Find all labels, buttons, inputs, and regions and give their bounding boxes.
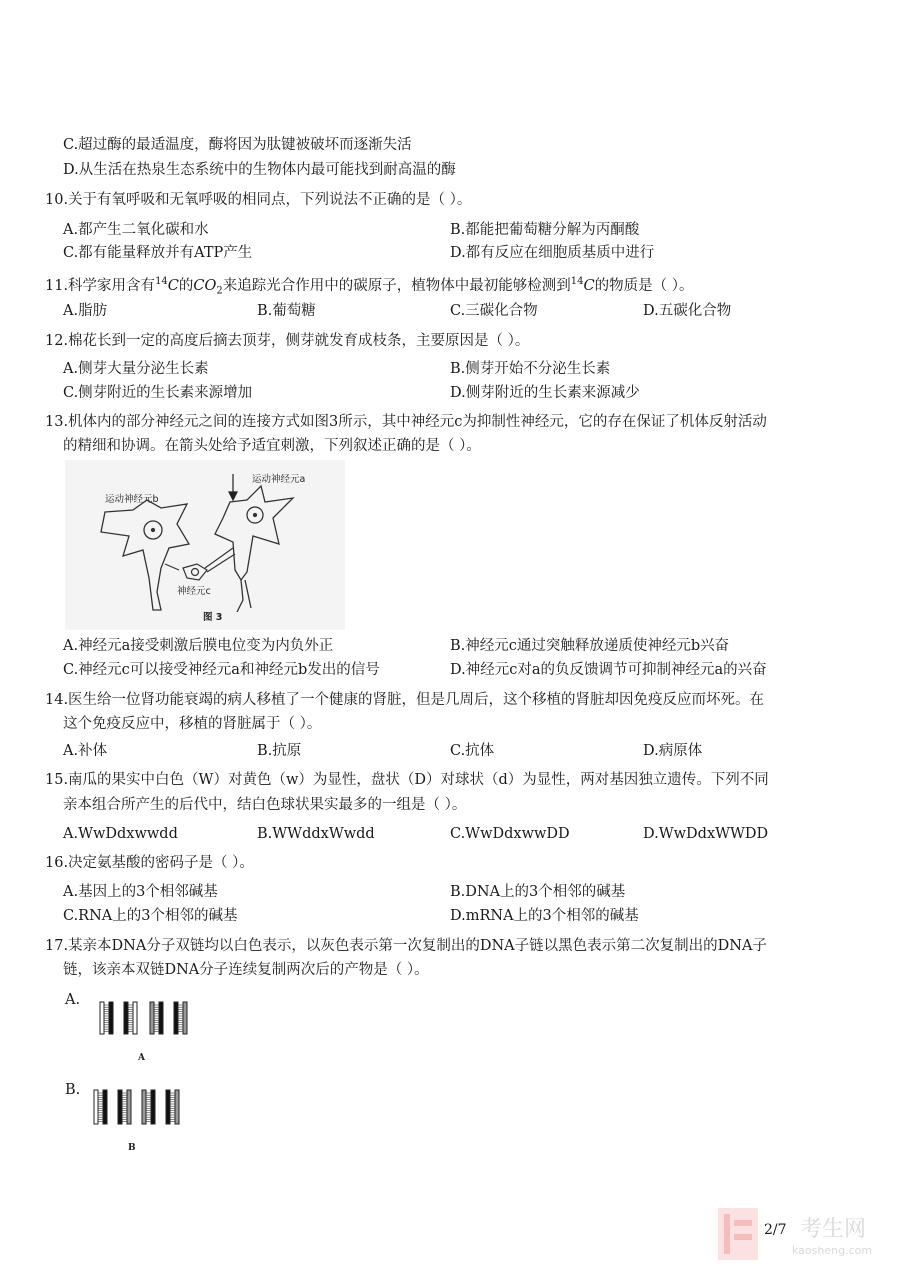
- q11-option-b: B.葡萄糖: [257, 303, 316, 319]
- q11-option-c: C.三碳化合物: [450, 303, 538, 319]
- page-number: 2/7: [764, 1222, 787, 1238]
- q13-option-b: B.神经元c通过突触释放递质使神经元b兴奋: [450, 638, 730, 654]
- dna-a-molecule-1: [100, 1002, 113, 1034]
- dna-b-molecule-2: [118, 1090, 131, 1124]
- fig-caption: 图 3: [203, 612, 223, 623]
- q17-stem-line2: 链，该亲本双链DNA分子连续复制两次后的产物是（ ）。: [63, 962, 429, 978]
- q15-option-b: B.WWddxWwdd: [257, 826, 375, 842]
- q17-option-a-label: A.: [65, 992, 81, 1008]
- q10-option-a: A.都产生二氧化碳和水: [63, 222, 209, 238]
- q10-stem: 10.关于有氧呼吸和无氧呼吸的相同点，下列说法不正确的是（ ）。: [45, 192, 472, 208]
- q13-option-a: A.神经元a接受刺激后膜电位变为内负外正: [63, 638, 334, 654]
- logo-mark-icon: [718, 1208, 758, 1260]
- q10-option-b: B.都能把葡萄糖分解为丙酮酸: [450, 222, 640, 238]
- q13-stem-line1: 13.机体内的部分神经元之间的连接方式如图3所示，其中神经元c为抑制性神经元，它的存在保证了机体反射活动: [45, 414, 767, 430]
- logo-url-text: kaosheng.com: [792, 1244, 873, 1257]
- dna-figure-b-molecules: [94, 1090, 179, 1124]
- logo-text: 考生网: [800, 1217, 867, 1242]
- q14-stem-line2: 这个免疫反应中，移植的肾脏属于（ ）。: [63, 716, 322, 732]
- q15-stem-line1: 15.南瓜的果实中白色（W）对黄色（w）为显性，盘状（D）对球状（d）为显性，两对基因独立遗传。下列不同: [45, 772, 769, 788]
- q12-option-c: C.侧芽附近的生长素来源增加: [63, 385, 253, 401]
- q15-option-a: A.WwDdxwwdd: [63, 826, 178, 842]
- q14-stem-line1: 14.医生给一位肾功能衰竭的病人移植了一个健康的肾脏，但是几周后，这个移植的肾脏却因免疫反应而坏死。在: [45, 692, 765, 708]
- q11-stem: 11.科学家用含有$^{14}$C的$CO_2$来追踪光合作用中的碳原子，植物体中最初能够检测到$^{14}$C的物质是（ ）。: [45, 276, 694, 297]
- q15-option-d: D.WwDdxWWDD: [643, 826, 769, 842]
- dna-figure-b: [88, 1084, 198, 1164]
- q16-option-b: B.DNA上的3个相邻的碱基: [450, 884, 626, 900]
- dna-figure-a-caption: A: [138, 1053, 145, 1063]
- kaosheng-logo: [718, 1206, 888, 1264]
- dna-figure-b-caption: B: [128, 1143, 136, 1153]
- q13-stem-line2: 的精细和协调。在箭头处给予适宜刺激，下列叙述正确的是（ ）。: [63, 438, 481, 454]
- dna-a-molecule-2: [124, 1002, 137, 1034]
- dna-a-molecule-4: [174, 1002, 187, 1034]
- q14-option-a: A.补体: [63, 743, 108, 759]
- q14-option-b: B.抗原: [257, 743, 302, 759]
- q10-option-c: C.都有能量释放并有ATP产生: [63, 245, 253, 261]
- q10-option-d: D.都有反应在细胞质基质中进行: [450, 245, 655, 261]
- dna-figure-a: [88, 998, 198, 1068]
- q16-stem: 16.决定氨基酸的密码子是（ ）。: [45, 855, 254, 871]
- q9-option-c: C.超过酶的最适温度，酶将因为肽键被破坏而逐渐失活: [63, 137, 412, 153]
- fig-label-a: 运动神经元a: [252, 474, 306, 485]
- q17-stem-line1: 17.某亲本DNA分子双链均以白色表示，以灰色表示第一次复制出的DNA子链以黑色表示第二次复制出的DNA子: [45, 938, 767, 954]
- q11-option-a: A.脂肪: [63, 303, 108, 319]
- dna-b-molecule-4: [166, 1090, 179, 1124]
- dna-figure-a-molecules: [100, 1002, 187, 1034]
- q15-option-c: C.WwDdxwwDD: [450, 826, 570, 842]
- q16-option-a: A.基因上的3个相邻碱基: [63, 884, 218, 900]
- neuron-diagram-background: [65, 460, 345, 630]
- dna-b-molecule-3: [142, 1090, 155, 1124]
- q11-option-d: D.五碳化合物: [643, 303, 732, 319]
- q15-stem-line2: 亲本组合所产生的后代中，结白色球状果实最多的一组是（ ）。: [63, 797, 467, 813]
- dna-a-molecule-3: [150, 1002, 163, 1034]
- q16-option-c: C.RNA上的3个相邻的碱基: [63, 908, 238, 924]
- fig-label-c: 神经元c: [177, 586, 211, 597]
- q13-option-d: D.神经元c对a的负反馈调节可抑制神经元a的兴奋: [450, 662, 767, 678]
- q14-option-c: C.抗体: [450, 743, 495, 759]
- neuron-diagram: [65, 460, 345, 630]
- q12-option-b: B.侧芽开始不分泌生长素: [450, 361, 611, 377]
- q12-option-a: A.侧芽大量分泌生长素: [63, 361, 209, 377]
- q17-option-b-label: B.: [65, 1082, 81, 1098]
- q12-stem: 12.棉花长到一定的高度后摘去顶芽，侧芽就发育成枝条，主要原因是（ ）。: [45, 333, 530, 349]
- dna-b-molecule-1: [94, 1090, 107, 1124]
- q14-option-d: D.病原体: [643, 743, 703, 759]
- fig-label-b: 运动神经元b: [105, 494, 159, 505]
- q16-option-d: D.mRNA上的3个相邻的碱基: [450, 908, 639, 924]
- q13-option-c: C.神经元c可以接受神经元a和神经元b发出的信号: [63, 662, 380, 678]
- q9-option-d: D.从生活在热泉生态系统中的生物体内最可能找到耐高温的酶: [63, 162, 456, 178]
- q12-option-d: D.侧芽附近的生长素来源减少: [450, 385, 640, 401]
